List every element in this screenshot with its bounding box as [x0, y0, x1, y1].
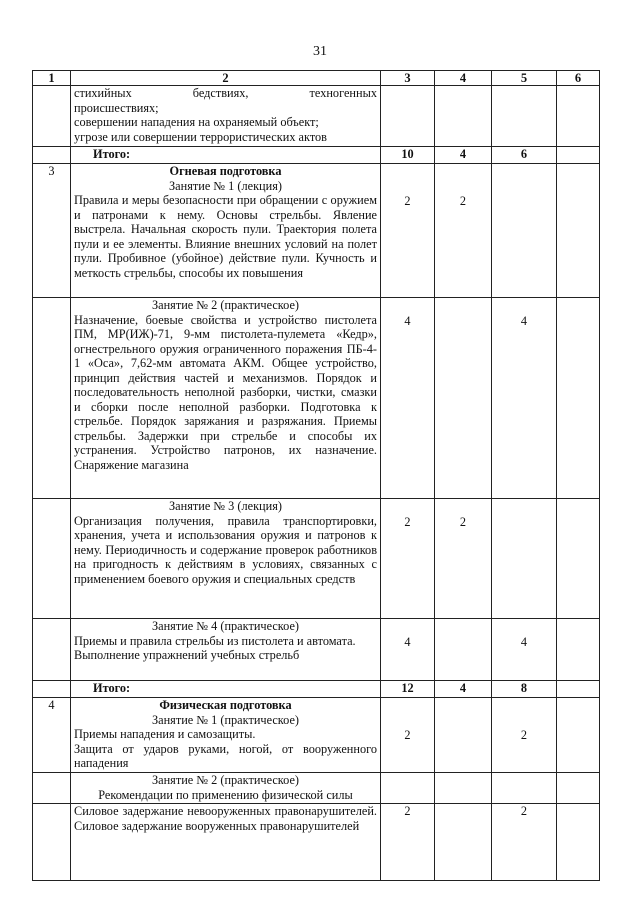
header-col-5: 5 — [492, 71, 557, 85]
lesson-text: Назначение, боевые свойства и устройство пистолета ПМ, МР(ИЖ)-71, 9-мм пистолета-пулемета «Кедр», огнестрельного оружия ограниченного поражения ПБ-4-1 «Оса», 7,62-мм автомата АКМ. Общее устройство, принцип действия частей и механизмов. Порядок и последовательность неполной разборки, чистки, смазки и сборки после неполной разборки. Подготовка к стрельбе. Порядок заряжания и разряжания. Приемы стрельбы. Задержки при стрельбе и способы их устранения. Устройство патронов, их назначение. Снаряжение магазина — [74, 312, 377, 472]
total-label: Итого: — [71, 147, 381, 163]
lesson-title: Занятие № 1 (лекция) — [169, 178, 282, 193]
hours-total: 2 — [381, 164, 435, 297]
hours-lecture: 2 — [435, 499, 492, 618]
section-title: Огневая подготовка — [169, 164, 282, 178]
page-number: 31 — [313, 44, 327, 59]
curriculum-table — [32, 70, 600, 881]
header-col-6: 6 — [574, 71, 582, 85]
hours-total: 2 — [381, 698, 435, 772]
lesson-text: Защита от ударов руками, ногой, от вооруженного нападения — [74, 741, 377, 770]
table-row — [33, 804, 599, 880]
table-row — [33, 86, 599, 147]
header-col-1: 1 — [33, 71, 71, 85]
header-col-3: 3 — [381, 71, 435, 85]
hours-lecture — [435, 698, 492, 772]
lesson-title: Занятие № 2 (практическое) — [151, 773, 300, 787]
lesson-text: Приемы и правила стрельбы из пистолета и автомата. — [74, 633, 356, 648]
lesson-title: Занятие № 3 (лекция) — [169, 499, 282, 513]
hours-lecture — [435, 804, 492, 880]
hours-total: 2 — [381, 499, 435, 618]
hours-total: 4 — [381, 619, 435, 680]
total-label: Итого: — [71, 681, 381, 697]
total-hours: 10 — [381, 147, 435, 163]
table-row — [33, 619, 599, 681]
section-title: Физическая подготовка — [159, 698, 292, 712]
total-row — [33, 681, 599, 698]
total-lecture-hours: 4 — [435, 147, 492, 163]
lesson-subtitle: Рекомендации по применению физической силы — [98, 787, 353, 802]
hours-lecture — [435, 298, 492, 498]
total-row — [33, 147, 599, 164]
table-row — [33, 499, 599, 619]
header-col-2: 2 — [71, 71, 381, 85]
hours-total: 4 — [381, 298, 435, 498]
hours-total: 2 — [381, 804, 435, 880]
total-practice-hours: 8 — [492, 681, 557, 697]
section-number: 3 — [33, 164, 71, 297]
lesson-title: Занятие № 4 (практическое) — [151, 619, 300, 633]
table-row — [33, 698, 599, 773]
hours-lecture: 2 — [435, 164, 492, 297]
total-practice-hours: 6 — [492, 147, 557, 163]
hours-practice: 2 — [492, 698, 557, 772]
section-number: 4 — [33, 698, 71, 772]
table-row — [33, 164, 599, 298]
hours-practice — [492, 499, 557, 618]
total-lecture-hours: 4 — [435, 681, 492, 697]
table-header — [33, 71, 599, 86]
lesson-text: Организация получения, правила транспортировки, хранения, учета и использования оружия и патронов к нему. Периодичность и содержание проверок работников на пригодность к действиям в условиях, связанных с применением боевого оружия и специальных средств — [74, 513, 377, 586]
lesson-text: Выполнение упражнений учебных стрельб — [74, 648, 300, 662]
lesson-text: Приемы нападения и самозащиты. — [74, 727, 256, 741]
lesson-title: Занятие № 2 (практическое) — [151, 298, 300, 312]
lesson-text: Правила и меры безопасности при обращении с оружием и патронами к нему. Основы стрельбы. Явление выстрела. Начальная скорость пули. Траектория полета пули и ее элементы. Влияние внешних условий на полет пули. Пробивное (убойное) действие пули. Кучность и меткость стрельбы, способы их повышения — [74, 193, 377, 280]
header-col-4: 4 — [435, 71, 492, 85]
hours-practice — [492, 164, 557, 297]
total-hours: 12 — [381, 681, 435, 697]
table-row — [33, 298, 599, 499]
hours-practice: 4 — [492, 619, 557, 680]
hours-practice: 4 — [492, 298, 557, 498]
hours-lecture — [435, 619, 492, 680]
hours-practice: 2 — [492, 804, 557, 880]
lesson-text: Силовое задержание невооруженных правонарушителей. Силовое задержание вооруженных правонарушителей — [74, 804, 377, 833]
continuation-text: стихийных бедствиях, техногенных происшествиях; совершении нападения на охраняемый объект; угрозе или совершении террористических актов — [71, 86, 381, 146]
table-row — [33, 773, 599, 804]
lesson-title: Занятие № 1 (практическое) — [151, 712, 300, 727]
